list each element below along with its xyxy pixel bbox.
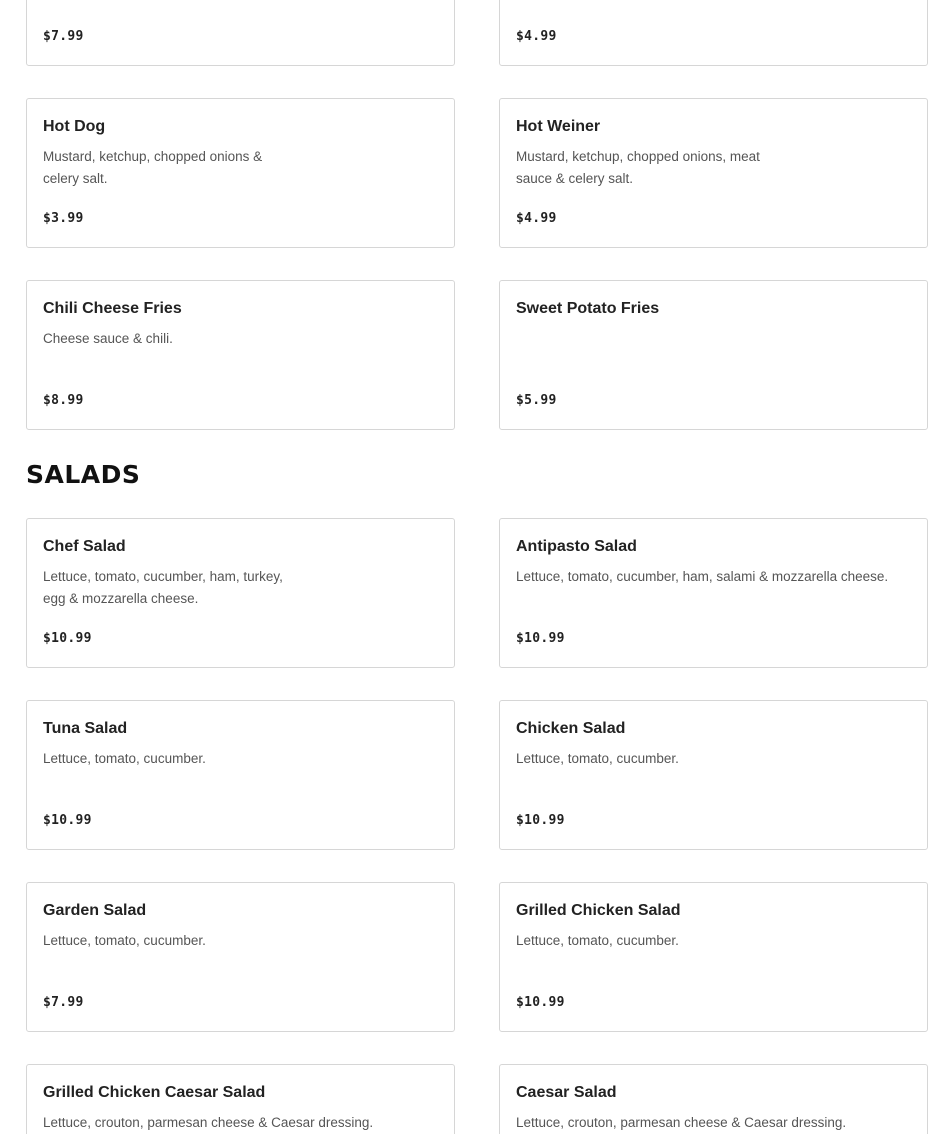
- item-price: $4.99: [516, 29, 557, 44]
- item-price: $7.99: [43, 995, 84, 1010]
- item-description: Lettuce, crouton, parmesan cheese & Caesar dressing.: [516, 1115, 847, 1130]
- item-name: Grilled Chicken Salad: [516, 902, 681, 919]
- item-description: Lettuce, tomato, cucumber, ham, turkey, egg & mozzarella cheese.: [43, 569, 283, 606]
- item-price: $3.99: [43, 211, 84, 226]
- menu-item-card-antipasto-salad[interactable]: [499, 518, 928, 668]
- item-name: Chili Cheese Fries: [43, 300, 182, 317]
- menu-item-card-tuna-salad[interactable]: [26, 700, 455, 850]
- item-name: Sweet Potato Fries: [516, 300, 660, 317]
- menu-item-card-grilled-chicken-salad[interactable]: [499, 882, 928, 1032]
- menu-item-card-sweet-potato-fries[interactable]: [499, 280, 928, 430]
- item-description: Lettuce, tomato, cucumber.: [43, 751, 206, 766]
- item-description: Cheese sauce & chili.: [43, 331, 173, 346]
- item-name: Antipasto Salad: [516, 538, 637, 555]
- item-name: Tuna Salad: [43, 720, 128, 737]
- item-price: $10.99: [43, 813, 92, 828]
- item-price: $7.99: [43, 29, 84, 44]
- menu-item-card-garden-salad[interactable]: [26, 882, 455, 1032]
- item-description: Lettuce, crouton, parmesan cheese & Caesar dressing.: [43, 1115, 374, 1130]
- item-description: Mustard, ketchup, chopped onions, meat sauce & celery salt.: [516, 149, 760, 186]
- menu-item-card-hot-weiner[interactable]: [499, 98, 928, 248]
- item-description: Mustard, ketchup, chopped onions & celery salt.: [43, 149, 263, 186]
- item-description: Lettuce, tomato, cucumber.: [43, 933, 206, 948]
- menu-item-card-hot-dog[interactable]: [26, 98, 455, 248]
- item-price: $4.99: [516, 211, 557, 226]
- item-price: $10.99: [43, 631, 92, 646]
- item-name: Chicken Salad: [516, 720, 626, 737]
- item-price: $10.99: [516, 631, 565, 646]
- menu-item-card-chef-salad[interactable]: [26, 518, 455, 668]
- menu-item-card-chili-cheese-fries[interactable]: [26, 280, 455, 430]
- item-price: $8.99: [43, 393, 84, 408]
- item-name: Hot Dog: [43, 118, 106, 135]
- menu-item-card-grilled-chicken-caesar-salad[interactable]: [26, 1064, 455, 1134]
- menu-item-card[interactable]: [26, 0, 455, 66]
- item-price: $10.99: [516, 995, 565, 1010]
- item-price: $5.99: [516, 393, 557, 408]
- item-name: Garden Salad: [43, 902, 147, 919]
- item-name: Grilled Chicken Caesar Salad: [43, 1084, 266, 1101]
- item-name: Hot Weiner: [516, 118, 601, 135]
- item-description: Lettuce, tomato, cucumber, ham, salami & mozzarella cheese.: [516, 569, 889, 584]
- item-description: Lettuce, tomato, cucumber.: [516, 933, 679, 948]
- section-title-salads: SALADS: [26, 460, 141, 489]
- item-name: Chef Salad: [43, 538, 126, 555]
- menu-item-card[interactable]: [499, 0, 928, 66]
- item-price: $10.99: [516, 813, 565, 828]
- menu-item-card-chicken-salad[interactable]: [499, 700, 928, 850]
- menu-item-card-caesar-salad[interactable]: [499, 1064, 928, 1134]
- item-description: Lettuce, tomato, cucumber.: [516, 751, 679, 766]
- item-name: Caesar Salad: [516, 1084, 617, 1101]
